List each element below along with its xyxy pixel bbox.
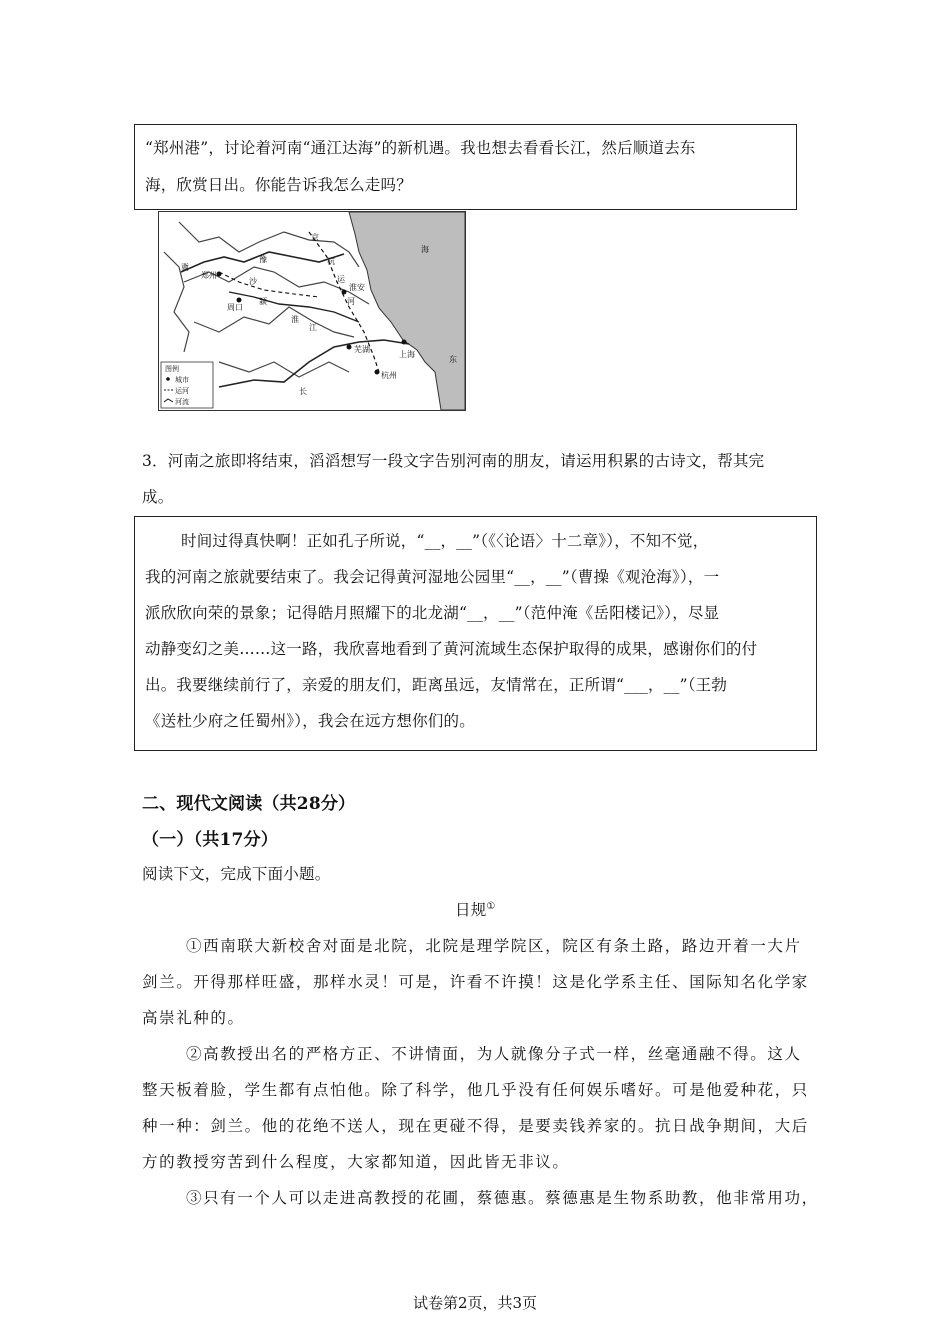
map-legend [161, 362, 213, 408]
section-heading: 二、现代文阅读（共28分） [142, 794, 356, 814]
legend-city: 城市 [175, 376, 189, 384]
label-jing: 京 [311, 233, 319, 242]
reading-instruction: 阅读下文，完成下面小题。 [142, 865, 331, 883]
label-wuhu: 芜湖 [354, 345, 370, 354]
passage-line-2: 剑兰。开得那样旺盛，那样水灵！可是，许看不许摸！这是化学系主任、国际知名化学家 [142, 973, 809, 991]
passage-title-text: 日规 [455, 901, 487, 919]
answer-line-3: 派欣欣向荣的景象；记得皓月照耀下的北龙湖“__，__”（范仲淹《岳阳楼记》），尽显 [145, 604, 720, 622]
answer-line-4: 动静变幻之美……这一路，我欣喜地看到了黄河流域生态保护取得的成果，感谢你们的付 [145, 640, 758, 658]
city-huaian-dot [342, 290, 347, 295]
answer-line-6: 《送杜少府之任蜀州》），我会在远方想你们的。 [145, 712, 475, 730]
subsection-heading: （一）（共17分） [142, 830, 278, 850]
page-footer: 试卷第2页，共3页 [412, 1294, 538, 1312]
label-yu: 豫 [259, 255, 267, 264]
answer-line-2: 我的河南之旅就要结束了。我会记得黄河湿地公园里“__，__”（曹操《观沧海》），一 [145, 568, 720, 586]
question-3-line-1: 3．河南之旅即将结束，滔滔想写一段文字告别河南的朋友，请运用积累的古诗文，帮其完 [142, 452, 765, 470]
passage-title [455, 898, 496, 920]
label-yun: 运 [337, 275, 345, 284]
grand-canal-map [158, 211, 466, 411]
label-he: 河 [347, 297, 355, 306]
context-box [134, 124, 797, 210]
passage-line-3: 高崇礼种的。 [142, 1009, 245, 1027]
city-hangzhou-dot [375, 370, 380, 375]
label-dong: 东 [449, 355, 457, 364]
label-sea: 海 [421, 245, 429, 254]
passage-line-1: ①西南联大新校舍对面是北院，北院是理学院区，院区有条土路，路边开着一大片 [186, 937, 802, 955]
legend-title: 图例 [165, 365, 179, 373]
label-jiang: 江 [309, 323, 317, 332]
city-zhengzhou-dot [217, 272, 222, 277]
footnote-marker: ① [486, 900, 496, 912]
answer-box [134, 516, 817, 751]
label-zhoukou: 周口 [227, 303, 243, 312]
label-huaian: 淮安 [349, 283, 365, 292]
passage-line-7: 方的教授穷苦到什么程度，大家都知道，因此皆无非议。 [142, 1153, 570, 1171]
passage-line-4: ②高教授出名的严格方正、不讲情面，为人就像分子式一样，丝毫通融不得。这人 [186, 1045, 802, 1063]
passage-line-8: ③只有一个人可以走进高教授的花圃，蔡德惠。蔡德惠是生物系助教，他非常用功， [186, 1189, 819, 1207]
answer-line-1: 时间过得真快啊！正如孔子所说，“__，__”（《〈论语〉十二章》），不知不觉， [181, 532, 709, 550]
passage-line-5: 整天板着脸，学生都有点怕他。除了科学，他几乎没有任何娱乐嗜好。可是他爱种花，只 [142, 1081, 809, 1099]
province-boundary-4 [219, 362, 349, 377]
label-shahe: 沙 [249, 277, 257, 286]
label-zhengzhou: 郑州 [201, 271, 217, 280]
context-line-2: 海，欣赏日出。你能告诉我怎么走吗？ [145, 176, 412, 194]
city-zhoukou-dot [237, 298, 242, 303]
label-huai: 淮 [291, 315, 299, 324]
context-line-1: “郑州港”，讨论着河南“通江达海”的新机遇。我也想去看看长江，然后顺道去东 [145, 139, 696, 157]
city-wuhu-dot [347, 345, 352, 350]
map-drawing [159, 212, 465, 410]
label-yinghe: 颍 [259, 297, 267, 306]
label-hangzhou: 杭州 [381, 371, 397, 380]
label-chang: 长 [299, 387, 307, 396]
answer-line-5: 出。我要继续前行了，亲爱的朋友们，距离虽远，友情常在，正所谓“___，__”（王勃 [145, 676, 728, 694]
passage-line-6: 种一种：剑兰。他的花绝不送人，现在更碰不得，是要卖钱养家的。抗日战争期间，大后 [142, 1117, 809, 1135]
city-shanghai-dot [402, 340, 407, 345]
question-3-line-2: 成。 [142, 488, 174, 506]
legend-canal: 运河 [175, 387, 189, 395]
label-shanghai: 上海 [399, 350, 415, 359]
sea-area [349, 212, 465, 410]
label-ji: 冀 [181, 263, 189, 272]
label-hang: 杭 [327, 257, 335, 266]
legend-river: 河流 [175, 398, 189, 406]
